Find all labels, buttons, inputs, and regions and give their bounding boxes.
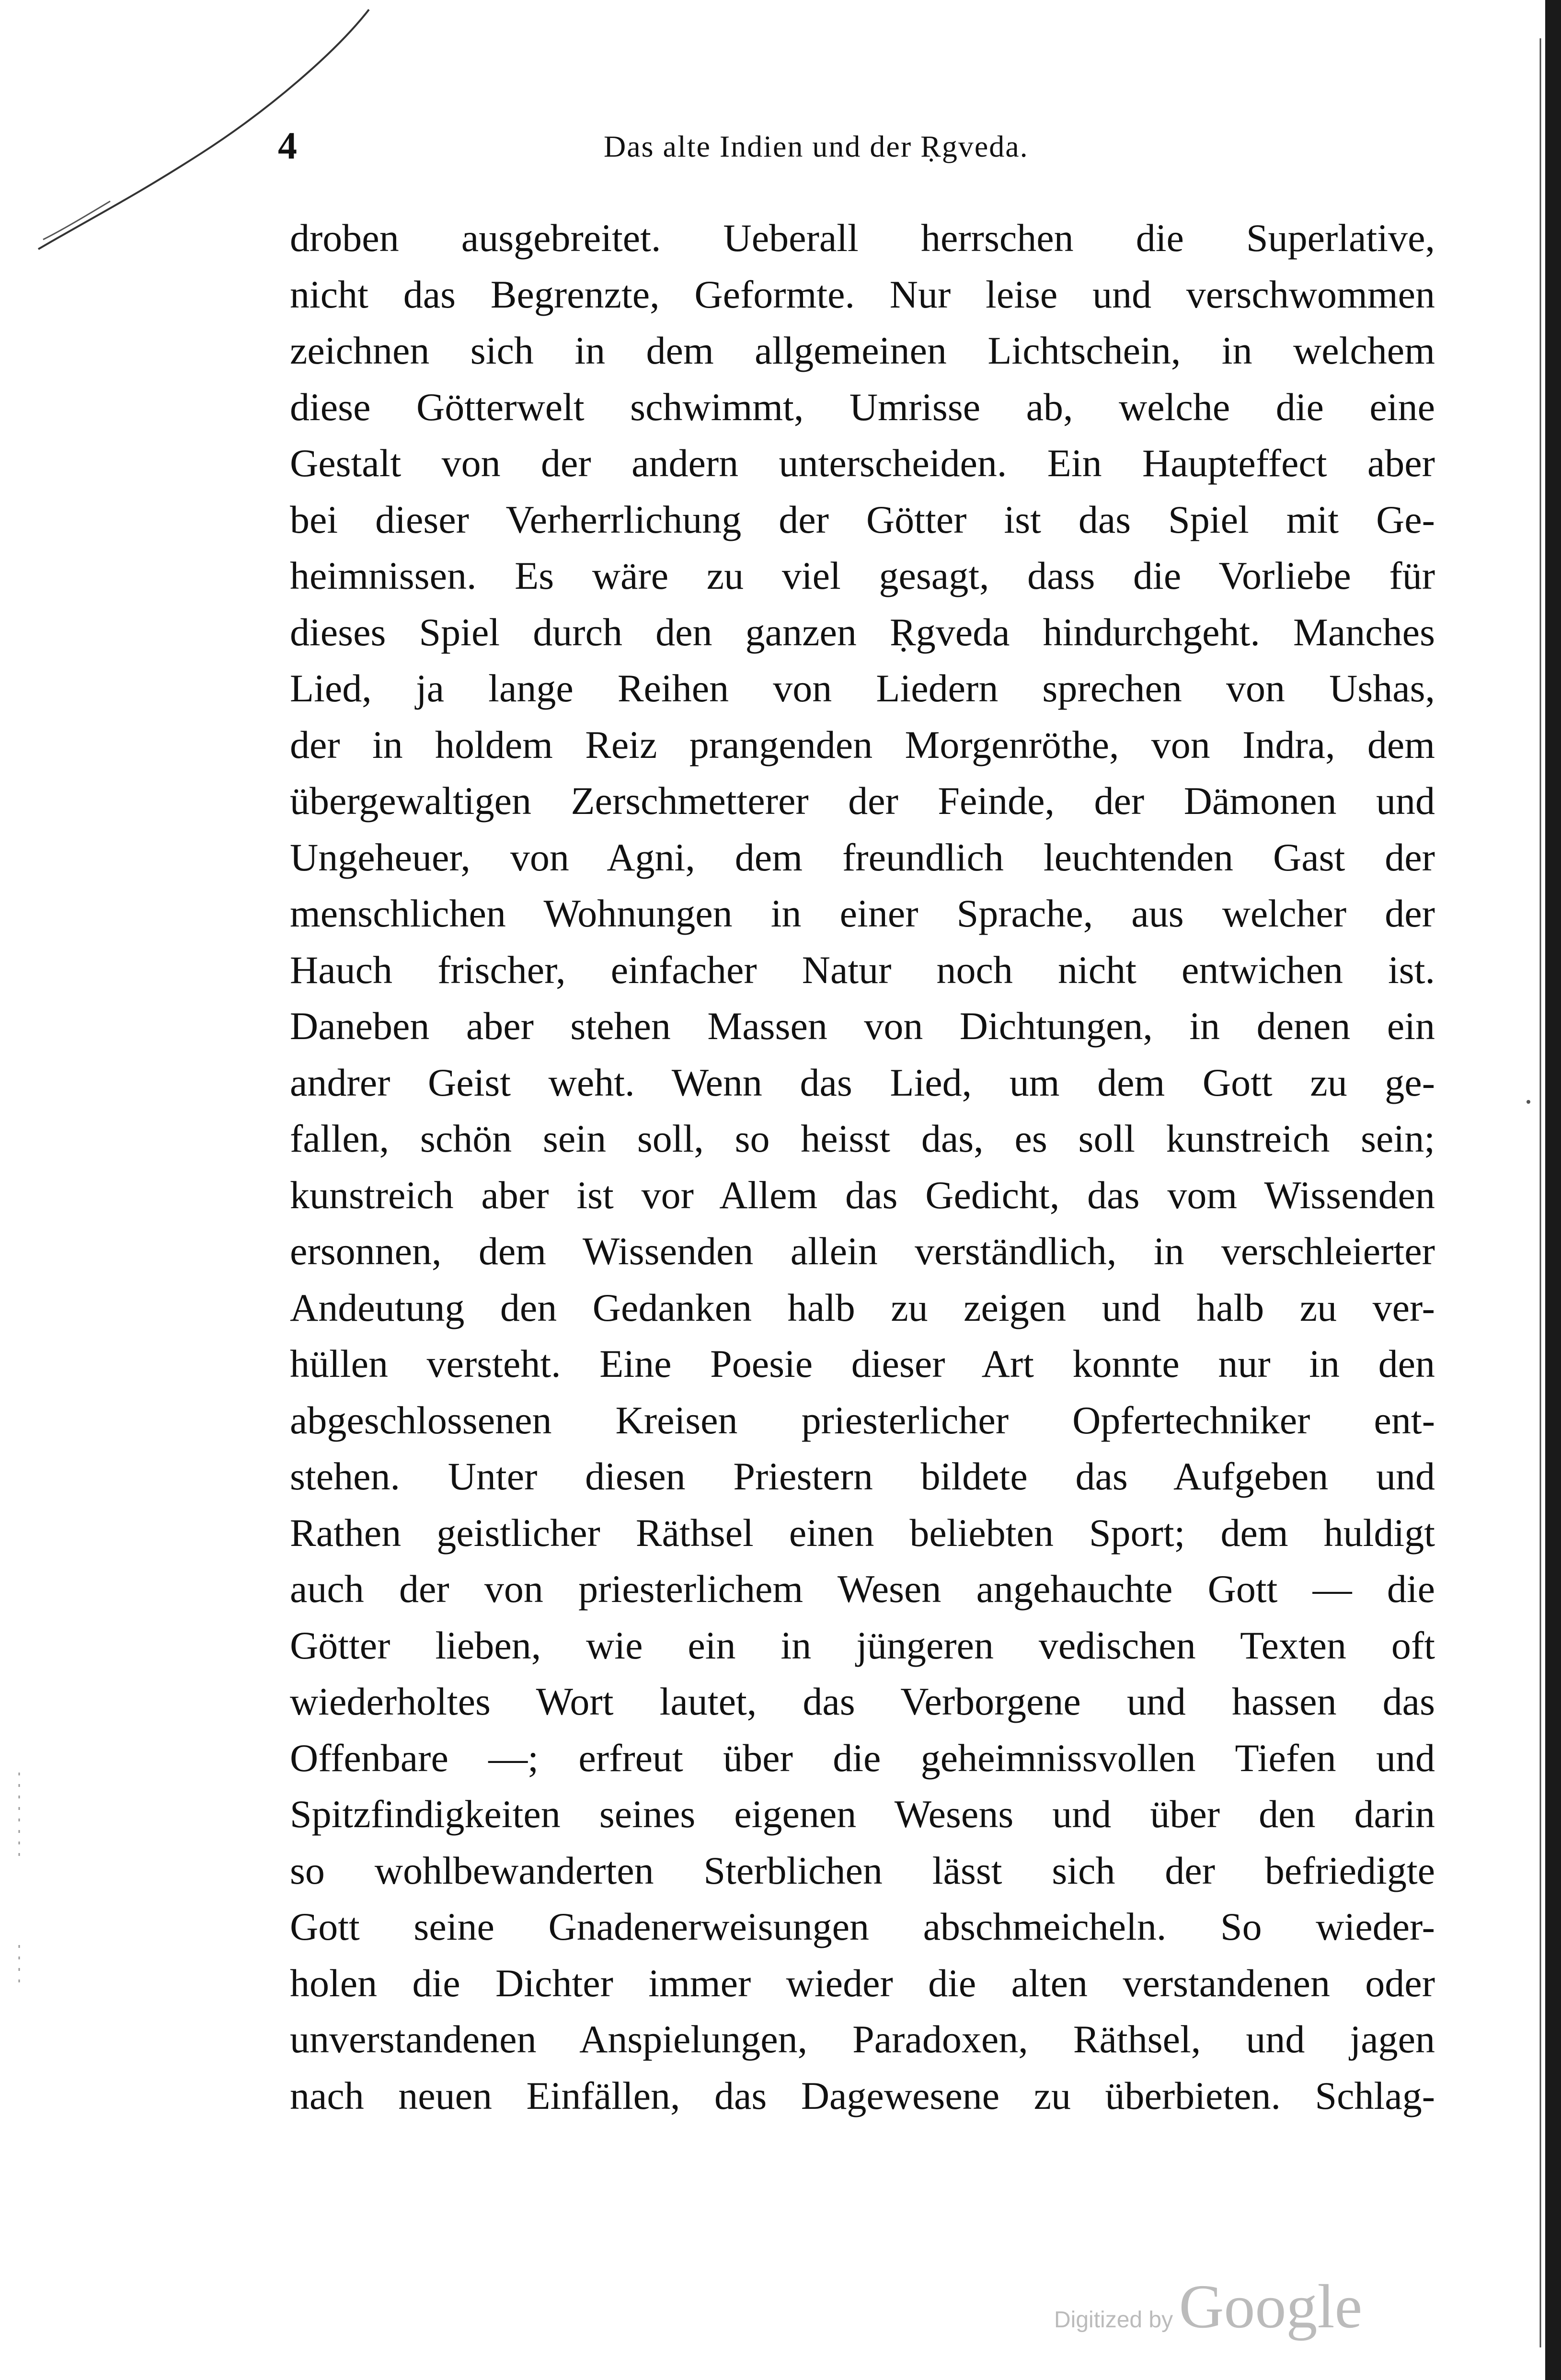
page-edge-shadow	[1545, 0, 1561, 2380]
text-line: unverstandenen Anspielungen, Paradoxen, Räthsel, und jagen	[290, 2017, 1435, 2061]
text-line: bei dieser Verherrlichung der Götter ist das Spiel mit Ge-	[290, 497, 1435, 541]
page-number: 4	[278, 125, 297, 167]
watermark-brand: Google	[1179, 2272, 1363, 2341]
text-line: Gott seine Gnadenerweisungen abschmeicheln. So wieder-	[290, 1905, 1435, 1948]
text-line: ersonnen, dem Wissenden allein verständlich, in verschleierter	[290, 1229, 1435, 1273]
text-line: übergewaltigen Zerschmetterer der Feinde, der Dämonen und	[290, 779, 1435, 823]
text-line: auch der von priesterlichem Wesen angehauchte Gott — die	[290, 1567, 1435, 1611]
text-line: nach neuen Einfällen, das Dagewesene zu überbieten. Schlag-	[290, 2073, 1435, 2117]
text-line: stehen. Unter diesen Priestern bildete das Aufgeben und	[290, 1454, 1435, 1498]
text-line: zeichnen sich in dem allgemeinen Lichtschein, in welchem	[290, 329, 1435, 372]
text-line: so wohlbewanderten Sterblichen lässt sich der befriedigte	[290, 1848, 1435, 1892]
digitized-watermark	[1054, 2271, 1362, 2343]
text-line: Rathen geistlicher Räthsel einen beliebten Sport; dem huldigt	[290, 1510, 1435, 1555]
text-line: der in holdem Reiz prangenden Morgenröthe, von Indra, dem	[290, 722, 1435, 767]
text-line: heimnissen. Es wäre zu viel gesagt, dass die Vorliebe für	[290, 554, 1435, 597]
body-paragraph	[290, 210, 1435, 2124]
text-line: Gestalt von der andern unterscheiden. Ein Haupteffect aber	[290, 441, 1435, 485]
text-line: Andeutung den Gedanken halb zu zeigen und halb zu ver-	[290, 1285, 1435, 1329]
text-line: nicht das Begrenzte, Geformte. Nur leise und verschwommen	[290, 272, 1435, 316]
text-line: Daneben aber stehen Massen von Dichtungen, in denen ein	[290, 1004, 1435, 1048]
text-line: andrer Geist weht. Wenn das Lied, um dem Gott zu ge-	[290, 1060, 1435, 1104]
text-line: Spitzfindigkeiten seines eigenen Wesens und über den darin	[290, 1792, 1435, 1836]
text-line: Offenbare —; erfreut über die geheimnissvollen Tiefen und	[290, 1736, 1435, 1780]
watermark-prefix: Digitized by	[1054, 2307, 1173, 2333]
text-line: hüllen versteht. Eine Poesie dieser Art konnte nur in den	[290, 1342, 1435, 1385]
text-line: diese Götterwelt schwimmt, Umrisse ab, welche die eine	[290, 385, 1435, 429]
text-line: wiederholtes Wort lautet, das Verborgene und hassen das	[290, 1680, 1435, 1723]
text-line: droben ausgebreitet. Ueberall herrschen die Superlative,	[290, 216, 1435, 260]
text-line: Lied, ja lange Reihen von Liedern sprechen von Ushas,	[290, 666, 1435, 710]
text-line: kunstreich aber ist vor Allem das Gedicht, das vom Wissenden	[290, 1173, 1435, 1217]
running-header	[278, 122, 1437, 170]
text-line: dieses Spiel durch den ganzen Ṛgveda hindurchgeht. Manches	[290, 610, 1435, 654]
text-line: Hauch frischer, einfacher Natur noch nicht entwichen ist.	[290, 948, 1435, 992]
text-line: Götter lieben, wie ein in jüngeren vedischen Texten oft	[290, 1623, 1435, 1667]
text-line: holen die Dichter immer wieder die alten verstandenen oder	[290, 1961, 1435, 2005]
pencil-stroke-mark-tail	[43, 201, 110, 240]
text-line: Ungeheuer, von Agni, dem freundlich leuchtenden Gast der	[290, 835, 1435, 879]
speck	[1527, 1100, 1530, 1104]
text-line: fallen, schön sein soll, so heisst das, es soll kunstreich sein;	[290, 1117, 1435, 1160]
text-line: abgeschlossenen Kreisen priesterlicher Opfertechniker ent-	[290, 1398, 1435, 1442]
running-title: Das alte Indien und der Ṛgveda.	[604, 129, 1029, 163]
text-line: menschlichen Wohnungen in einer Sprache, aus welcher der	[290, 892, 1435, 935]
